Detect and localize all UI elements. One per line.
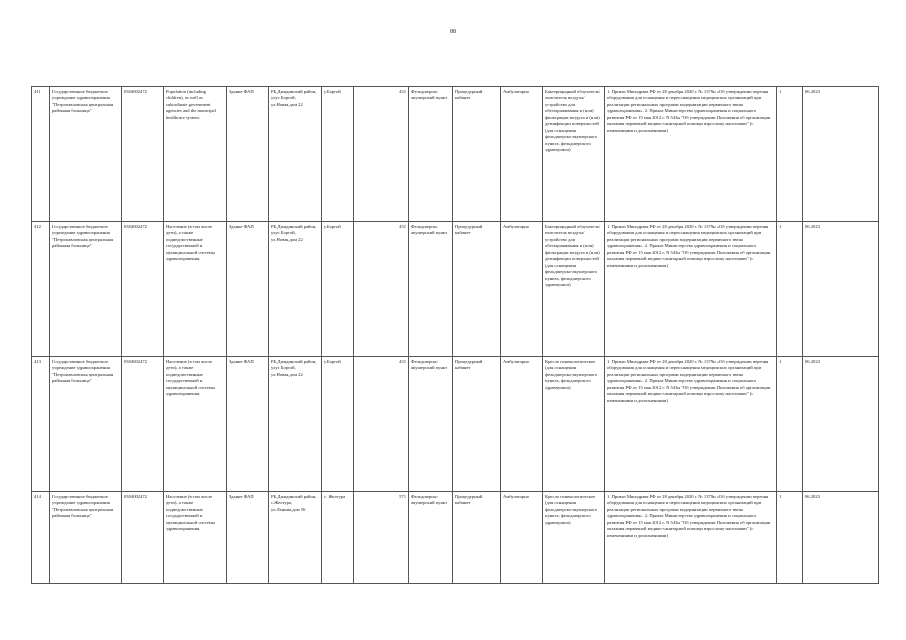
organization-name: Государственное бюджетное учреждение здравоохранения "Петропавловская центральная районная больница" <box>50 492 122 584</box>
row-number: 413 <box>32 357 50 492</box>
equipment-name: Бактерицидный облучатель/очиститель воздуха/устройство для обеззараживания и (или) фильтрации воздуха и (или) дезинфекции поверхностей (для оснащения фельдшерско-акушерского пункта, фельдшерского здравпункта) <box>543 87 605 222</box>
population-count: 571 <box>354 492 409 584</box>
equipment-table <box>31 86 879 584</box>
room: Процедурный кабинет <box>453 357 501 492</box>
care-form: Амбулаторно <box>501 492 543 584</box>
equipment-name: Кресло гинекологическое (для оснащения фельдшерско-акушерского пункта, фельдшерского здравпункта) <box>543 357 605 492</box>
table-row <box>32 357 879 492</box>
facility-type: Фельдшерско акушерский пункт <box>409 87 453 222</box>
settlement: у.Боргой <box>322 357 354 492</box>
inn: 0304002472 <box>122 222 164 357</box>
settlement: у.Боргой <box>322 222 354 357</box>
quantity: 1 <box>777 492 803 584</box>
building: Здание ФАП <box>227 222 269 357</box>
due-date: 06.2023 <box>803 87 879 222</box>
room: Процедурный кабинет <box>453 222 501 357</box>
organization-name: Государственное бюджетное учреждение здравоохранения "Петропавловская центральная районная больница" <box>50 222 122 357</box>
room: Процедурный кабинет <box>453 492 501 584</box>
population-group: Население (в том числе дети), а также подведомственные государственной и муниципальной системы здравоохранения. <box>164 222 227 357</box>
address: РБ,Джидинский район, улус Боргой, ул.Новая,дом 22 <box>269 222 322 357</box>
building: Здание ФАП <box>227 492 269 584</box>
building: Здание ФАП <box>227 87 269 222</box>
due-date: 06.2023 <box>803 492 879 584</box>
care-form: Амбулаторно <box>501 87 543 222</box>
address: РБ,Джидинский район, улус Боргой, ул.Новая,дом 22 <box>269 87 322 222</box>
row-number: 411 <box>32 87 50 222</box>
due-date: 06.2023 <box>803 357 879 492</box>
organization-name: Государственное бюджетное учреждение здравоохранения "Петропавловская центральная районная больница" <box>50 87 122 222</box>
quantity: 1 <box>777 87 803 222</box>
care-form: Амбулаторно <box>501 357 543 492</box>
inn: 0304002472 <box>122 357 164 492</box>
facility-type: Фельдшерско акушерский пункт <box>409 222 453 357</box>
settlement: с. Желтура <box>322 492 354 584</box>
inn: 0304002472 <box>122 492 164 584</box>
population-count: 431 <box>354 222 409 357</box>
organization-name: Государственное бюджетное учреждение здравоохранения "Петропавловская центральная районная больница" <box>50 357 122 492</box>
settlement: у.Боргой <box>322 87 354 222</box>
page-number: 88 <box>450 29 456 35</box>
room: Процедурный кабинет <box>453 87 501 222</box>
population-group: Население (в том числе дети), а также подведомственные государственной и муниципальной системы здравоохранения. <box>164 492 227 584</box>
table-row <box>32 492 879 584</box>
care-form: Амбулаторно <box>501 222 543 357</box>
row-number: 412 <box>32 222 50 357</box>
legal-basis: 1. Приказ Минздрава РФ от 28 декабря 2020 г. № 1379н «Об утверждении перечня оборудования для оснащения и переоснащения медицинских организаций при реализации региональных программ модернизации первичного звена здравоохранения». 2. Приказ Министерства здравоохранения и социального развития РФ от 15 мая 2012 г. N 543н "Об утверждении Положения об организации оказания первичной медико-санитарной помощи взрослому населению" (с изменениями и дополнениями) <box>605 87 777 222</box>
population-count: 431 <box>354 357 409 492</box>
legal-basis: 1. Приказ Минздрава РФ от 28 декабря 2020 г. № 1379н «Об утверждении перечня оборудования для оснащения и переоснащения медицинских организаций при реализации региональных программ модернизации первичного звена здравоохранения». 2. Приказ Министерства здравоохранения и социального развития РФ от 15 мая 2012 г. N 543н "Об утверждении Положения об организации оказания первичной медико-санитарной помощи взрослому населению" (с изменениями и дополнениями) <box>605 222 777 357</box>
population-group: Население (в том числе дети), а также подведомственные государственной и муниципальной системы здравоохранения. <box>164 357 227 492</box>
quantity: 1 <box>777 222 803 357</box>
equipment-name: Кресло гинекологическое (для оснащения фельдшерско-акушерского пункта, фельдшерского здравпункта) <box>543 492 605 584</box>
table-row <box>32 222 879 357</box>
due-date: 06.2023 <box>803 222 879 357</box>
row-number: 414 <box>32 492 50 584</box>
address: РБ,Джидинский район, с.Желтура, ул.Ленина,дом 56 <box>269 492 322 584</box>
quantity: 1 <box>777 357 803 492</box>
facility-type: Фельдшерско акушерский пункт <box>409 357 453 492</box>
population-group: Population (including children), as well as subordinate government agencies and the municipal healthcare system. <box>164 87 227 222</box>
legal-basis: 1. Приказ Минздрава РФ от 28 декабря 2020 г. № 1379н «Об утверждении перечня оборудования для оснащения и переоснащения медицинских организаций при реализации региональных программ модернизации первичного звена здравоохранения». 2. Приказ Министерства здравоохранения и социального развития РФ от 15 мая 2012 г. N 543н "Об утверждении Положения об организации оказания первичной медико-санитарной помощи взрослому населению" (с изменениями и дополнениями) <box>605 492 777 584</box>
facility-type: Фельдшерско акушерский пункт <box>409 492 453 584</box>
address: РБ,Джидинский район, улус Боргой, ул.Новая,дом 22 <box>269 357 322 492</box>
equipment-name: Бактерицидный облучатель/очиститель воздуха/устройство для обеззараживания и (или) фильтрации воздуха и (или) дезинфекции поверхностей (для оснащения фельдшерско-акушерского пункта, фельдшерского здравпункта) <box>543 222 605 357</box>
table-row <box>32 87 879 222</box>
building: Здание ФАП <box>227 357 269 492</box>
legal-basis: 1. Приказ Минздрава РФ от 28 декабря 2020 г. № 1379н «Об утверждении перечня оборудования для оснащения и переоснащения медицинских организаций при реализации региональных программ модернизации первичного звена здравоохранения». 2. Приказ Министерства здравоохранения и социального развития РФ от 15 мая 2012 г. N 543н "Об утверждении Положения об организации оказания первичной медико-санитарной помощи взрослому населению" (с изменениями и дополнениями) <box>605 357 777 492</box>
inn: 0304002472 <box>122 87 164 222</box>
population-count: 431 <box>354 87 409 222</box>
